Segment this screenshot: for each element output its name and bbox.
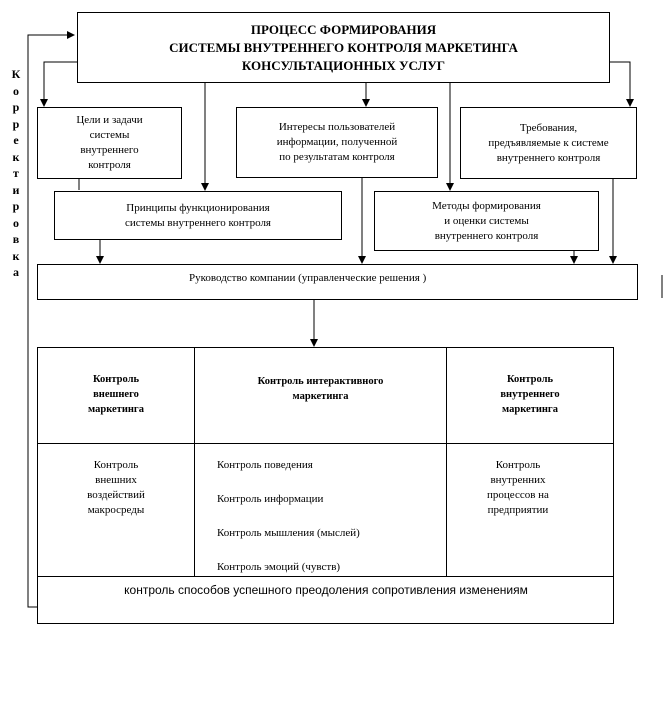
table-hline-1	[37, 443, 614, 444]
table-footer: контроль способов успешного преодоления сопротивления изменениям	[124, 583, 528, 597]
col1-body: Контроль внешних воздействий макросреды	[87, 459, 145, 516]
principles-box	[54, 191, 342, 240]
side-label-correction: Корректировка	[11, 67, 21, 279]
arrow-to-goals	[44, 62, 77, 106]
goals-text: Цели и задачи системы внутреннего контроля	[76, 114, 143, 171]
list-item-information: Контроль информации	[217, 493, 324, 505]
col3-body: Контроль внутренних процессов на предприятии	[487, 459, 549, 516]
list-item-emotions: Контроль эмоций (чувств)	[217, 561, 341, 573]
requirements-text: Требования, предъявляемые к системе внутреннего контроля	[488, 121, 609, 164]
footer-cell	[38, 582, 614, 598]
col1-head: Контроль внешнего маркетинга	[88, 374, 144, 415]
arrow-to-requirements	[609, 62, 630, 106]
management-text: Руководство компании (управленческие решения )	[189, 272, 427, 284]
interests-box	[236, 107, 438, 178]
methods-text: Методы формирования и оценки системы внутреннего контроля	[432, 199, 541, 242]
col3-head-cell	[447, 372, 613, 417]
list-item-thinking: Контроль мышления (мыслей)	[217, 527, 360, 539]
col2-head: Контроль интерактивного маркетинга	[257, 376, 384, 402]
title-box	[77, 12, 610, 83]
management-box	[37, 264, 638, 300]
table-hline-2	[37, 576, 614, 577]
interests-text: Интересы пользователей информации, полученной по результатам контроля	[276, 121, 398, 163]
methods-box	[374, 191, 599, 251]
principles-text: Принципы функционирования системы внутреннего контроля	[124, 201, 271, 229]
goals-box	[37, 107, 182, 179]
col3-head: Контроль внутреннего маркетинга	[500, 374, 560, 415]
diagram-title: ПРОЦЕСС ФОРМИРОВАНИЯ СИСТЕМЫ ВНУТРЕННЕГО КОНТРОЛЯ МАРКЕТИНГА КОНСУЛЬТАЦИОННЫХ УСЛУГ	[169, 21, 518, 73]
requirements-box	[460, 107, 637, 179]
list-item-behavior: Контроль поведения	[217, 459, 313, 471]
col1-head-cell	[38, 372, 194, 417]
col1-body-cell	[38, 458, 194, 518]
col3-body-cell	[447, 458, 589, 518]
col2-head-cell	[195, 374, 446, 404]
